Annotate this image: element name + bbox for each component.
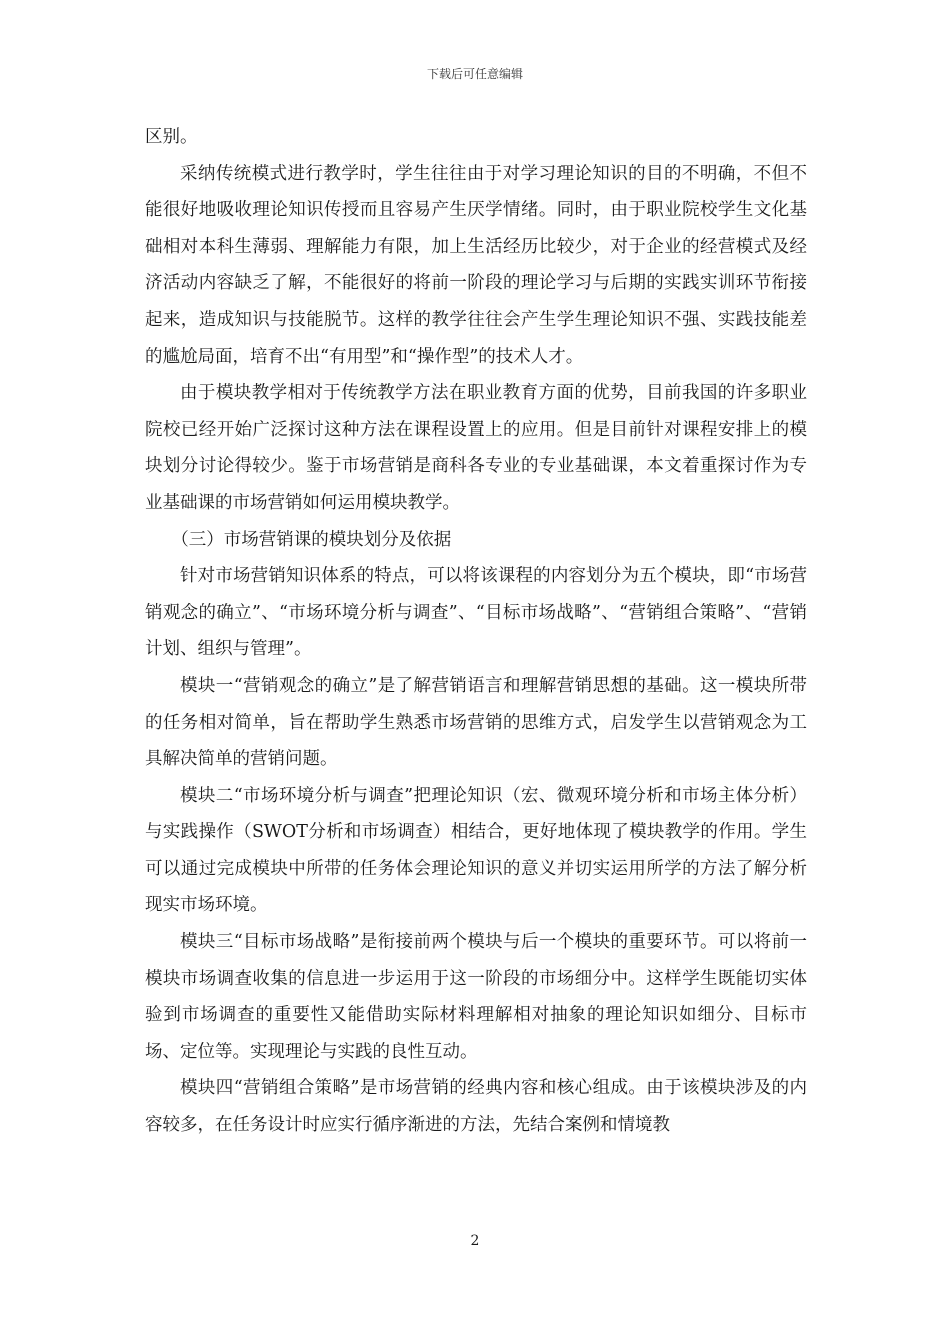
paragraph-traditional-teaching: 采纳传统模式进行教学时，学生往往由于对学习理论知识的目的不明确，不但不能很好地吸收理论知识传授而且容易产生厌学情绪。同时，由于职业院校学生文化基础相对本科生薄弱、理解能力有限，加上生活经历比较少，对于企业的经营模式及经济活动内容缺乏了解，不能很好的将前一阶段的理论学习与后期的实践实训环节衔接起来，造成知识与技能脱节。这样的教学往往会产生学生理论知识不强、实践技能差的尴尬局面，培育不出“有用型”和“操作型”的技术人才。 — [145, 163, 807, 367]
paragraph-module-two: 模块二“市场环境分析与调查”把理论知识（宏、微观环境分析和市场主体分析）与实践操作（SWOT分析和市场调查）相结合，更好地体现了模块教学的作用。学生可以通过完成模块中所带的任务体会理论知识的意义并切实运用所学的方法了解分析现实市场环境。 — [145, 785, 807, 916]
document-body — [145, 119, 807, 1144]
paragraph-continuation: 区别。 — [145, 127, 198, 147]
paragraph-module-one: 模块一“营销观念的确立”是了解营销语言和理解营销思想的基础。这一模块所带的任务相对简单，旨在帮助学生熟悉市场营销的思维方式，启发学生以营销观念为工具解决简单的营销问题。 — [145, 675, 807, 770]
paragraph-module-three: 模块三“目标市场战略”是衔接前两个模块与后一个模块的重要环节。可以将前一模块市场调查收集的信息进一步运用于这一阶段的市场细分中。这样学生既能切实体验到市场调查的重要性又能借助实际材料理解相对抽象的理论知识如细分、目标市场、定位等。实现理论与实践的良性互动。 — [145, 932, 807, 1062]
paragraph-module-teaching-advantage: 由于模块教学相对于传统教学方法在职业教育方面的优势，目前我国的许多职业院校已经开始广泛探讨这种方法在课程设置上的应用。但是目前针对课程安排上的模块划分讨论得较少。鉴于市场营销是商科各专业的专业基础课，本文着重探讨作为专业基础课的市场营销如何运用模块教学。 — [145, 383, 807, 513]
paragraph-five-modules: 针对市场营销知识体系的特点，可以将该课程的内容划分为五个模块，即“市场营销观念的确立”、“市场环境分析与调查”、“目标市场战略”、“营销组合策略”、“营销计划、组织与管理”。 — [145, 566, 807, 660]
page-header: 下载后可任意编辑 — [426, 67, 523, 81]
section-heading: （三）市场营销课的模块划分及依据 — [171, 529, 452, 550]
page-number: 2 — [470, 1233, 480, 1249]
paragraph-module-four: 模块四“营销组合策略”是市场营销的经典内容和核心组成。由于该模块涉及的内容较多，在任务设计时应实行循序渐进的方法，先结合案例和情境教 — [145, 1078, 807, 1136]
